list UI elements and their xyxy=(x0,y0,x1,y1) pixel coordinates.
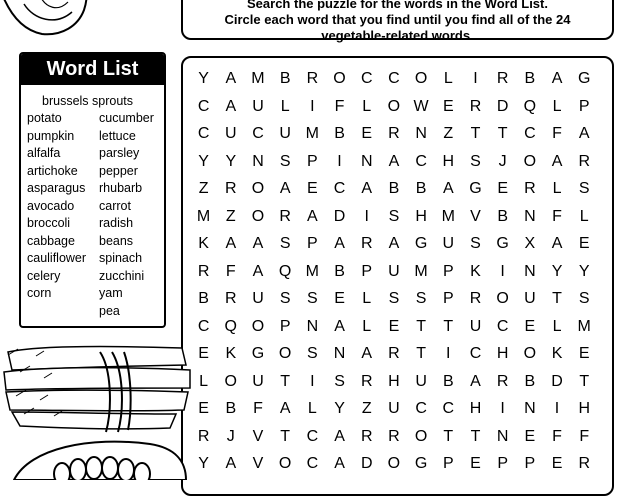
grid-letter[interactable]: L xyxy=(552,317,562,335)
grid-letter[interactable]: E xyxy=(497,180,508,197)
grid-letter[interactable]: M xyxy=(441,207,455,225)
word-list-item: corn xyxy=(27,286,52,300)
grid-letter[interactable]: S xyxy=(388,207,400,225)
grid-letter[interactable]: I xyxy=(337,152,342,170)
grid-letter[interactable]: U xyxy=(415,372,427,390)
grid-letter[interactable]: C xyxy=(306,455,319,472)
word-list-title: Word List xyxy=(21,54,164,85)
grid-letter[interactable]: A xyxy=(334,235,345,252)
grid-letter[interactable]: G xyxy=(414,235,428,252)
word-list-item: radish xyxy=(99,216,134,230)
word-list-item: spinach xyxy=(99,251,143,265)
grid-letter[interactable]: T xyxy=(470,427,481,445)
grid-letter[interactable]: S xyxy=(470,235,481,252)
grid-letter[interactable]: Z xyxy=(443,125,454,142)
grid-letter[interactable]: V xyxy=(252,427,264,445)
grid-letter[interactable]: N xyxy=(496,427,509,445)
grid-letter[interactable]: R xyxy=(496,372,509,390)
grid-letter[interactable]: O xyxy=(251,180,265,197)
grid-letter[interactable]: E xyxy=(578,235,590,252)
grid-letter[interactable]: F xyxy=(552,207,562,225)
grid-letter[interactable]: B xyxy=(388,180,400,197)
grid-letter[interactable]: D xyxy=(360,455,373,472)
grid-letter[interactable]: B xyxy=(198,290,209,307)
grid-letter[interactable]: O xyxy=(387,97,401,115)
grid-letter[interactable]: C xyxy=(442,400,455,417)
grid-letter[interactable]: V xyxy=(252,455,264,472)
grid-letter[interactable]: K xyxy=(225,345,237,362)
grid-letter[interactable]: A xyxy=(252,262,264,280)
grid-letter[interactable]: Q xyxy=(224,317,237,335)
grid-letter[interactable]: A xyxy=(388,152,400,170)
word-list-item: avocado xyxy=(27,198,75,213)
grid-letter[interactable]: K xyxy=(470,262,481,280)
asparagus-icon xyxy=(4,347,190,432)
word-list-item: broccoli xyxy=(27,216,71,230)
grid-letter[interactable]: D xyxy=(551,372,563,390)
grid-letter[interactable]: M xyxy=(305,262,319,280)
grid-letter[interactable]: A xyxy=(225,70,237,87)
grid-letter[interactable]: E xyxy=(361,125,373,142)
grid-letter[interactable]: A xyxy=(252,235,264,252)
grid-letter[interactable]: B xyxy=(334,262,345,280)
grid-letter[interactable]: R xyxy=(388,345,400,362)
grid-letter[interactable]: B xyxy=(415,180,427,197)
grid-letter[interactable]: G xyxy=(469,180,482,197)
grid-letter[interactable]: R xyxy=(578,455,590,472)
grid-letter[interactable]: O xyxy=(278,345,292,362)
word-list-item: cauliflower xyxy=(27,251,87,265)
grid-letter[interactable]: T xyxy=(416,317,426,335)
grid-letter[interactable]: T xyxy=(470,125,481,142)
grid-letter[interactable]: I xyxy=(500,262,505,280)
grid-letter[interactable]: T xyxy=(280,427,291,445)
grid-letter[interactable]: G xyxy=(251,345,265,362)
grid-letter[interactable]: A xyxy=(225,235,237,252)
word-list-item: parsley xyxy=(99,146,140,160)
grid-letter[interactable]: S xyxy=(307,290,318,307)
grid-letter[interactable]: S xyxy=(279,152,291,170)
grid-letter[interactable]: E xyxy=(198,345,209,362)
grid-letter[interactable]: C xyxy=(415,152,427,170)
grid-letter[interactable]: A xyxy=(361,180,373,197)
grid-letter[interactable]: B xyxy=(442,372,454,390)
grid-letter[interactable]: R xyxy=(524,180,536,197)
instructions-line-2: Circle each word that you find until you find all of the 24 xyxy=(224,12,571,27)
grid-letter[interactable]: E xyxy=(470,455,481,472)
grid-letter[interactable]: S xyxy=(388,290,400,307)
grid-letter[interactable]: D xyxy=(496,97,509,115)
grid-letter[interactable]: F xyxy=(552,125,562,142)
puzzle-grid xyxy=(190,68,598,481)
grid-letter[interactable]: A xyxy=(578,125,590,142)
grid-letter[interactable]: I xyxy=(446,345,451,362)
word-list-item: celery xyxy=(27,268,61,283)
grid-letter[interactable]: T xyxy=(280,372,291,390)
grid-letter[interactable]: E xyxy=(578,345,590,362)
grid-letter[interactable]: Y xyxy=(198,152,209,170)
grid-letter[interactable]: A xyxy=(388,235,400,252)
grid-letter[interactable]: W xyxy=(413,97,429,115)
grid-letter[interactable]: U xyxy=(279,125,291,142)
grid-letter[interactable]: M xyxy=(577,317,591,335)
word-list-item: artichoke xyxy=(27,163,78,178)
grid-letter[interactable]: F xyxy=(579,427,590,445)
grid-letter[interactable]: P xyxy=(279,317,291,335)
grid-letter[interactable]: U xyxy=(442,235,455,252)
grid-letter[interactable]: P xyxy=(442,290,454,307)
grid-letter[interactable]: O xyxy=(278,455,292,472)
grid-letter[interactable]: Y xyxy=(198,455,209,472)
grid-letter[interactable]: O xyxy=(414,427,428,445)
grid-letter[interactable]: U xyxy=(252,290,264,307)
grid-letter[interactable]: E xyxy=(442,97,454,115)
grid-letter[interactable]: I xyxy=(364,207,369,225)
grid-letter[interactable]: R xyxy=(388,427,400,445)
grid-letter[interactable]: E xyxy=(388,317,400,335)
grid-letter[interactable]: N xyxy=(333,345,346,362)
grid-letter[interactable]: I xyxy=(554,400,560,417)
grid-letter[interactable]: A xyxy=(334,317,345,335)
grid-letter[interactable]: A xyxy=(279,180,291,197)
grid-letter[interactable]: E xyxy=(307,180,318,197)
word-list-item: beans xyxy=(99,233,134,248)
grid-letter[interactable]: A xyxy=(551,235,563,252)
grid-letter[interactable]: Y xyxy=(334,400,345,417)
word-list-item: yam xyxy=(99,286,123,300)
grid-letter[interactable]: H xyxy=(469,400,482,417)
grid-letter[interactable]: R xyxy=(469,290,482,307)
grid-letter[interactable]: N xyxy=(306,317,319,335)
grid-letter[interactable]: C xyxy=(197,125,210,142)
grid-letter[interactable]: P xyxy=(497,455,508,472)
grid-letter[interactable]: N xyxy=(524,207,536,225)
grid-letter[interactable]: T xyxy=(443,427,454,445)
grid-letter[interactable]: Y xyxy=(225,152,237,170)
grid-letter[interactable]: X xyxy=(524,235,536,252)
word-list-item: lettuce xyxy=(99,128,136,143)
grid-letter[interactable]: T xyxy=(497,125,508,142)
grid-letter[interactable]: S xyxy=(578,180,590,197)
grid-letter[interactable]: V xyxy=(470,207,481,225)
grid-letter[interactable]: N xyxy=(524,262,536,280)
grid-letter[interactable]: Q xyxy=(278,262,292,280)
grid-letter[interactable]: M xyxy=(196,207,211,225)
grid-letter[interactable]: P xyxy=(307,235,318,252)
grid-letter[interactable]: B xyxy=(225,400,237,417)
grid-letter[interactable]: U xyxy=(388,262,400,280)
word-list-panel xyxy=(19,52,166,328)
grid-letter[interactable]: K xyxy=(551,345,563,362)
grid-letter[interactable]: P xyxy=(307,152,318,170)
grid-letter[interactable]: E xyxy=(551,455,563,472)
grid-letter[interactable]: M xyxy=(305,125,319,142)
grid-letter[interactable]: S xyxy=(470,152,481,170)
grid-letter[interactable]: C xyxy=(469,345,482,362)
grid-letter[interactable]: U xyxy=(469,317,482,335)
grid-letter[interactable]: A xyxy=(334,455,345,472)
grid-letter[interactable]: L xyxy=(307,400,317,417)
grid-letter[interactable]: H xyxy=(578,400,590,417)
grid-letter[interactable]: N xyxy=(415,125,427,142)
grid-letter[interactable]: O xyxy=(387,455,401,472)
grid-letter[interactable]: R xyxy=(388,125,400,142)
grid-letter[interactable]: F xyxy=(334,97,345,115)
grid-letter[interactable]: E xyxy=(524,427,536,445)
grid-letter[interactable]: A xyxy=(225,455,237,472)
word-list-item: zucchini xyxy=(99,268,145,283)
grid-letter[interactable]: R xyxy=(225,180,237,197)
grid-letter[interactable]: B xyxy=(524,70,536,87)
grid-letter[interactable]: J xyxy=(498,152,507,170)
grid-letter[interactable]: R xyxy=(225,290,237,307)
grid-letter[interactable]: S xyxy=(334,372,345,390)
grid-letter[interactable]: L xyxy=(199,372,209,390)
grid-letter[interactable]: L xyxy=(579,207,589,225)
grid-letter[interactable]: M xyxy=(251,70,265,87)
grid-letter[interactable]: L xyxy=(362,317,372,335)
grid-letter[interactable]: O xyxy=(333,70,346,87)
grid-letter[interactable]: U xyxy=(524,290,536,307)
grid-letter[interactable]: N xyxy=(360,152,373,170)
grid-letter[interactable]: Y xyxy=(198,70,209,87)
grid-letter[interactable]: O xyxy=(414,70,428,87)
grid-letter[interactable]: H xyxy=(496,345,509,362)
grid-letter[interactable]: O xyxy=(251,317,265,335)
grid-letter[interactable]: S xyxy=(307,345,318,362)
grid-letter[interactable]: B xyxy=(524,372,536,390)
grid-letter[interactable]: Z xyxy=(198,180,209,197)
grid-letter[interactable]: E xyxy=(198,400,209,417)
grid-letter[interactable]: F xyxy=(225,262,236,280)
grid-letter[interactable]: A xyxy=(551,70,563,87)
word-list-item: brussels sprouts xyxy=(42,94,134,108)
grid-letter[interactable]: R xyxy=(279,207,291,225)
grid-letter[interactable]: J xyxy=(226,427,235,445)
grid-letter[interactable]: T xyxy=(552,290,562,307)
grid-letter[interactable]: T xyxy=(579,372,590,390)
word-list-item: cabbage xyxy=(27,233,75,248)
grid-letter[interactable]: P xyxy=(578,97,590,115)
grid-letter[interactable]: R xyxy=(360,235,373,252)
grid-letter[interactable]: U xyxy=(225,125,237,142)
instructions-line-1: Search the puzzle for the words in the Word List. xyxy=(247,0,548,11)
grid-letter[interactable]: C xyxy=(333,180,346,197)
grid-letter[interactable]: R xyxy=(197,262,210,280)
grid-letter[interactable]: R xyxy=(469,97,482,115)
grid-letter[interactable]: G xyxy=(577,70,591,87)
grid-letter[interactable]: C xyxy=(524,125,536,142)
grid-letter[interactable]: P xyxy=(442,455,454,472)
word-list-item: rhubarb xyxy=(99,181,143,195)
instructions-box xyxy=(181,0,614,43)
grid-letter[interactable]: R xyxy=(496,70,509,87)
grid-letter[interactable]: A xyxy=(307,207,318,225)
corn-icon xyxy=(14,442,186,480)
grid-letter[interactable]: B xyxy=(334,125,345,142)
grid-letter[interactable]: M xyxy=(414,262,428,280)
grid-letter[interactable]: A xyxy=(361,345,373,362)
grid-letter[interactable]: K xyxy=(198,235,209,252)
grid-letter[interactable]: D xyxy=(333,207,346,225)
word-list-item: asparagus xyxy=(27,181,86,195)
grid-letter[interactable]: A xyxy=(470,372,481,390)
grid-letter[interactable]: Z xyxy=(361,400,372,417)
word-list-item: pea xyxy=(99,303,120,318)
grid-letter[interactable]: S xyxy=(279,290,291,307)
grid-letter[interactable]: S xyxy=(578,290,590,307)
grid-letter[interactable]: O xyxy=(523,345,537,362)
grid-letter[interactable]: C xyxy=(197,97,210,115)
grid-letter[interactable]: A xyxy=(279,400,291,417)
word-list-item: potato xyxy=(27,111,62,125)
grid-letter[interactable]: A xyxy=(334,427,345,445)
grid-letter[interactable]: C xyxy=(306,427,319,445)
grid-letter[interactable]: O xyxy=(496,290,509,307)
grid-letter[interactable]: S xyxy=(415,290,427,307)
grid-letter[interactable]: U xyxy=(252,97,264,115)
grid-letter[interactable]: H xyxy=(415,207,427,225)
grid-letter[interactable]: Q xyxy=(523,97,537,115)
grid-letter[interactable]: I xyxy=(310,97,315,115)
grid-letter[interactable]: F xyxy=(552,427,562,445)
grid-letter[interactable]: U xyxy=(252,372,264,390)
grid-letter[interactable]: T xyxy=(416,345,426,362)
grid-letter[interactable]: R xyxy=(306,70,319,87)
grid-letter[interactable]: F xyxy=(253,400,263,417)
grid-letter[interactable]: L xyxy=(362,97,372,115)
grid-letter[interactable]: Y xyxy=(578,262,590,280)
grid-letter[interactable]: N xyxy=(524,400,536,417)
instructions-line-3: vegetable-related words. xyxy=(321,28,474,43)
grid-letter[interactable]: Z xyxy=(225,207,236,225)
grid-letter[interactable]: L xyxy=(552,180,562,197)
grid-letter[interactable]: R xyxy=(578,152,590,170)
grid-letter[interactable]: L xyxy=(552,97,562,115)
grid-letter[interactable]: N xyxy=(252,152,264,170)
grid-letter[interactable]: A xyxy=(551,152,563,170)
grid-letter[interactable]: C xyxy=(360,70,373,87)
grid-letter[interactable]: H xyxy=(442,152,455,170)
grid-letter[interactable]: A xyxy=(225,97,237,115)
grid-letter[interactable]: C xyxy=(197,317,210,335)
grid-letter[interactable]: H xyxy=(388,372,400,390)
grid-letter[interactable]: R xyxy=(360,427,373,445)
cabbage-icon xyxy=(2,0,87,34)
grid-letter[interactable]: E xyxy=(524,317,536,335)
word-list-item: cucumber xyxy=(99,111,154,125)
grid-letter[interactable]: G xyxy=(496,235,509,252)
grid-letter[interactable]: L xyxy=(443,70,453,87)
grid-letter[interactable]: U xyxy=(388,400,400,417)
grid-letter[interactable]: O xyxy=(224,372,237,390)
grid-letter[interactable]: L xyxy=(280,97,290,115)
grid-letter[interactable]: C xyxy=(496,317,509,335)
grid-letter[interactable]: E xyxy=(334,290,345,307)
grid-letter[interactable]: P xyxy=(442,262,454,280)
word-list-item: alfalfa xyxy=(27,146,61,160)
grid-letter[interactable]: P xyxy=(361,262,373,280)
grid-letter[interactable]: O xyxy=(251,207,265,225)
grid-letter[interactable]: C xyxy=(415,400,427,417)
grid-letter[interactable]: Y xyxy=(551,262,563,280)
grid-letter[interactable]: R xyxy=(197,427,210,445)
grid-letter[interactable]: A xyxy=(442,180,454,197)
grid-letter[interactable]: C xyxy=(252,125,264,142)
grid-letter[interactable]: B xyxy=(279,70,291,87)
grid-letter[interactable]: P xyxy=(524,455,536,472)
word-list-item: pepper xyxy=(99,163,138,178)
grid-letter[interactable]: T xyxy=(443,317,454,335)
word-list-item: pumpkin xyxy=(27,128,75,143)
grid-letter[interactable]: S xyxy=(279,235,291,252)
grid-letter[interactable]: I xyxy=(500,400,505,417)
grid-letter[interactable]: R xyxy=(360,372,373,390)
grid-letter[interactable]: I xyxy=(473,70,478,87)
grid-letter[interactable]: C xyxy=(388,70,400,87)
grid-letter[interactable]: I xyxy=(310,372,315,390)
word-list-item: carrot xyxy=(99,198,131,213)
grid-letter[interactable]: G xyxy=(414,455,428,472)
grid-letter[interactable]: B xyxy=(497,207,508,225)
grid-letter[interactable]: O xyxy=(523,152,537,170)
grid-letter[interactable]: L xyxy=(362,290,372,307)
